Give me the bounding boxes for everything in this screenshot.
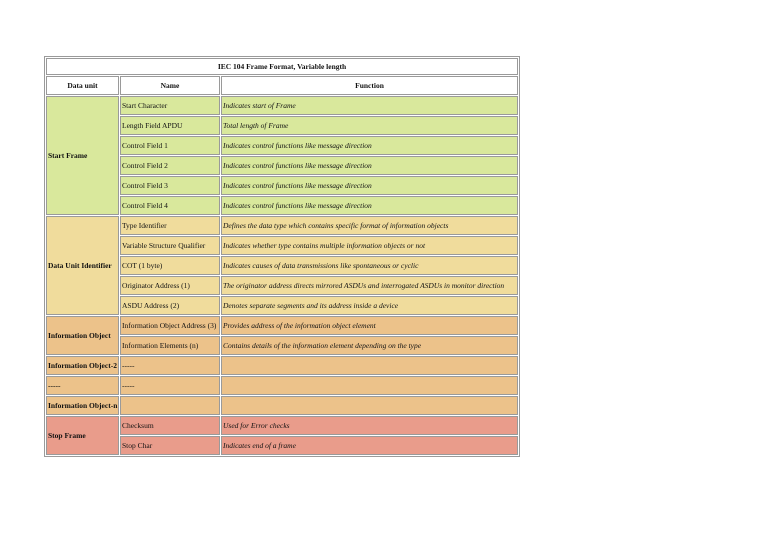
row-function: Indicates causes of data transmissions like spontaneous or cyclic [221, 256, 518, 275]
table-row [46, 96, 518, 115]
row-function: Indicates control functions like message direction [221, 196, 518, 215]
row-name [120, 396, 220, 415]
row-function: Defines the data type which contains specific format of information objects [221, 216, 518, 235]
row-function [221, 356, 518, 375]
row-name: Control Field 4 [120, 196, 220, 215]
row-function: Total length of Frame [221, 116, 518, 135]
group-label-stop-frame: Stop Frame [46, 416, 119, 455]
row-function: Denotes separate segments and its address inside a device [221, 296, 518, 315]
row-name: ----- [120, 356, 220, 375]
row-name: Information Object Address (3) [120, 316, 220, 335]
row-function [221, 396, 518, 415]
row-function: Used for Error checks [221, 416, 518, 435]
row-function: Indicates control functions like message direction [221, 156, 518, 175]
row-name: Control Field 3 [120, 176, 220, 195]
table-row [46, 376, 518, 395]
row-function: Provides address of the information object element [221, 316, 518, 335]
row-name: ----- [120, 376, 220, 395]
row-name: Control Field 2 [120, 156, 220, 175]
header-name: Name [120, 76, 220, 95]
row-name: Checksum [120, 416, 220, 435]
iec104-frame-table [44, 56, 520, 457]
row-function: Contains details of the information element depending on the type [221, 336, 518, 355]
row-function: The originator address directs mirrored ASDUs and interrogated ASDUs in monitor direction [221, 276, 518, 295]
row-function: Indicates start of Frame [221, 96, 518, 115]
table-header-row [46, 76, 518, 95]
row-function: Indicates control functions like message direction [221, 136, 518, 155]
table-row [46, 416, 518, 435]
group-label-ellipsis: ----- [46, 376, 119, 395]
row-name: COT (1 byte) [120, 256, 220, 275]
group-label-information-object-n: Information Object-n [46, 396, 119, 415]
row-function [221, 376, 518, 395]
row-name: Information Elements (n) [120, 336, 220, 355]
table-row [46, 216, 518, 235]
table-title: IEC 104 Frame Format, Variable length [46, 58, 518, 75]
row-function: Indicates end of a frame [221, 436, 518, 455]
group-label-start-frame: Start Frame [46, 96, 119, 215]
group-label-information-object-2: Information Object-2 [46, 356, 119, 375]
group-label-information-object: Information Object [46, 316, 119, 355]
row-name: Variable Structure Qualifier [120, 236, 220, 255]
row-name: Start Character [120, 96, 220, 115]
header-data-unit: Data unit [46, 76, 119, 95]
row-name: Control Field 1 [120, 136, 220, 155]
table-row [46, 356, 518, 375]
row-name: Originator Address (1) [120, 276, 220, 295]
table-row [46, 396, 518, 415]
group-label-data-unit-identifier: Data Unit Identifier [46, 216, 119, 315]
table-title-row [46, 58, 518, 75]
row-function: Indicates whether type contains multiple information objects or not [221, 236, 518, 255]
row-function: Indicates control functions like message direction [221, 176, 518, 195]
row-name: ASDU Address (2) [120, 296, 220, 315]
row-name: Type Identifier [120, 216, 220, 235]
header-function: Function [221, 76, 518, 95]
row-name: Length Field APDU [120, 116, 220, 135]
row-name: Stop Char [120, 436, 220, 455]
table-row [46, 316, 518, 335]
